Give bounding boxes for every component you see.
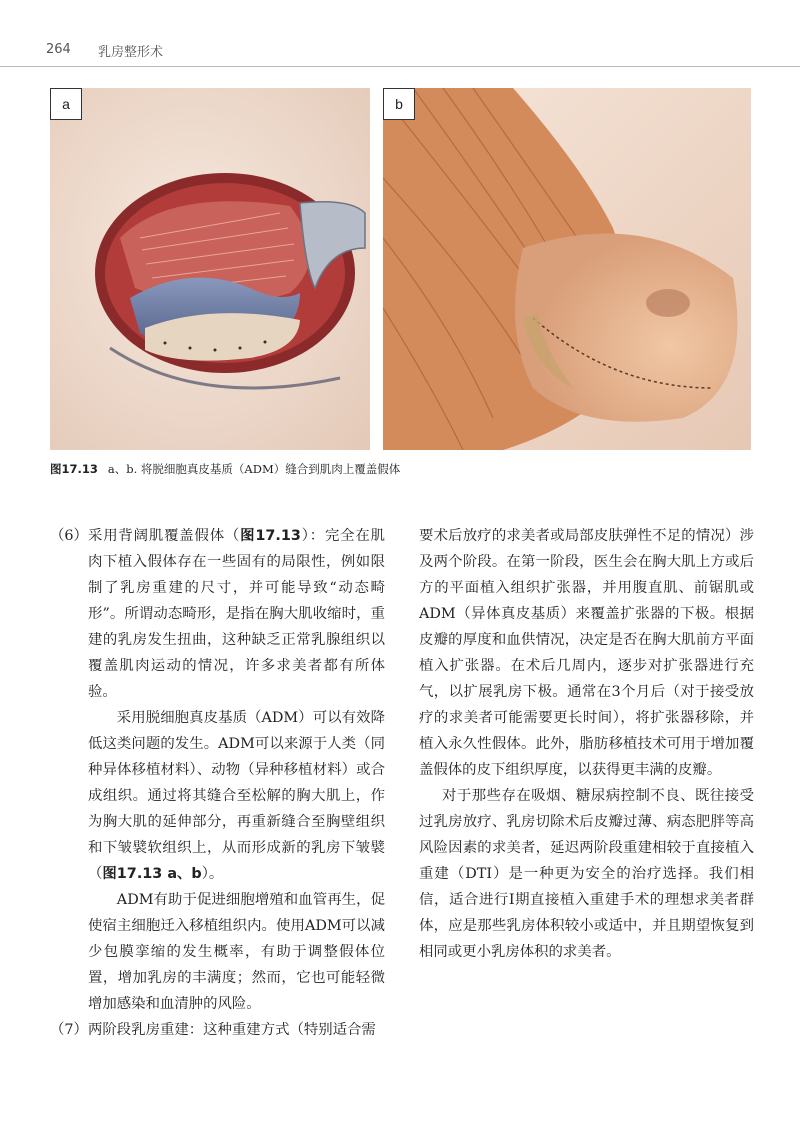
- left-column: [50, 523, 385, 1043]
- item-text: 采用背阔肌覆盖假体（: [88, 528, 241, 544]
- paragraph-adm: [50, 705, 385, 887]
- figure-number: 图17.13: [50, 462, 98, 476]
- panel-label-b: b: [383, 88, 415, 120]
- right-column: [419, 523, 754, 965]
- list-item-7: [50, 1017, 385, 1043]
- figure-reference: 图17.13 a、b: [102, 866, 202, 882]
- figure-caption: [50, 461, 750, 477]
- figure-reference: 图17.13: [240, 528, 301, 544]
- running-title: 乳房整形术: [98, 45, 164, 60]
- paragraph-two-stage: 要术后放疗的求美者或局部皮肤弹性不足的情况）涉及两个阶段。在第一阶段，医生会在胸大肌上方或后方的平面植入组织扩张器，并用腹直肌、前锯肌或ADM（异体真皮基质）来覆盖扩张器的下极。根据皮瓣的厚度和血供情况，决定是否在胸大肌前方平面植入扩张器。在术后几周内，逐步对扩张器进行充气，以扩展乳房下极。通常在3个月后（对于接受放疗的求美者可能需要更长时间），将扩张器移除，并植入永久性假体。此外，脂肪移植技术可用于增加覆盖假体的皮下组织厚度，以获得更丰满的皮瓣。: [419, 528, 754, 778]
- anatomical-illustration-b: [383, 88, 751, 450]
- item-text: 两阶段乳房重建：这种重建方式（特别适合需: [88, 1022, 376, 1038]
- paragraph-adm-benefits: [50, 887, 385, 1017]
- running-header: [0, 0, 800, 67]
- panel-label-a: a: [50, 88, 82, 120]
- item-number: （6）: [50, 528, 88, 544]
- list-item-6: [50, 523, 385, 705]
- item-text: ）：完全在肌肉下植入假体存在一些固有的局限性，例如限制了乳房重建的尺寸，并可能导致“动态畸形”。所谓动态畸形，是指在胸大肌收缩时，重建的乳房发生扭曲，这种缺乏正常乳腺组织以覆盖肌肉运动的情况，许多求美者都有所体验。: [88, 528, 385, 700]
- figure-panel-a: [50, 88, 370, 450]
- figure-panel-b: [383, 88, 751, 450]
- surgical-illustration-a: [50, 88, 370, 450]
- page-number: 264: [46, 42, 71, 57]
- paragraph-text: ADM有助于促进细胞增殖和血管再生，促使宿主细胞迁入移植组织内。使用ADM可以减少包膜挛缩的发生概率，有助于调整假体位置，增加乳房的丰满度；然而，它也可能轻微增加感染和血清肿的风险。: [88, 892, 385, 1012]
- paragraph-text: ）。: [201, 866, 224, 882]
- paragraph-text: 采用脱细胞真皮基质（ADM）可以有效降低这类问题的发生。ADM可以来源于人类（同种异体移植材料）、动物（异种移植材料）或合成组织。通过将其缝合至松解的胸大肌上，作为胸大肌的延伸部分，再重新缝合至胸壁组织和下皱襞软组织上，从而形成新的乳房下皱襞（: [88, 710, 385, 882]
- item-number: （7）: [50, 1022, 88, 1038]
- paragraph-high-risk: 对于那些存在吸烟、糖尿病控制不良、既往接受过乳房放疗、乳房切除术后皮瓣过薄、病态肥胖等高风险因素的求美者，延迟两阶段重建相较于直接植入重建（DTI）是一种更为安全的治疗选择。我们相信，适合进行Ⅰ期直接植入重建手术的理想求美者群体，应是那些乳房体积较小或适中，并且期望恢复到相同或更小乳房体积的求美者。: [419, 788, 754, 960]
- figure-caption-text: a、b. 将脱细胞真皮基质（ADM）缝合到肌肉上覆盖假体: [107, 462, 401, 476]
